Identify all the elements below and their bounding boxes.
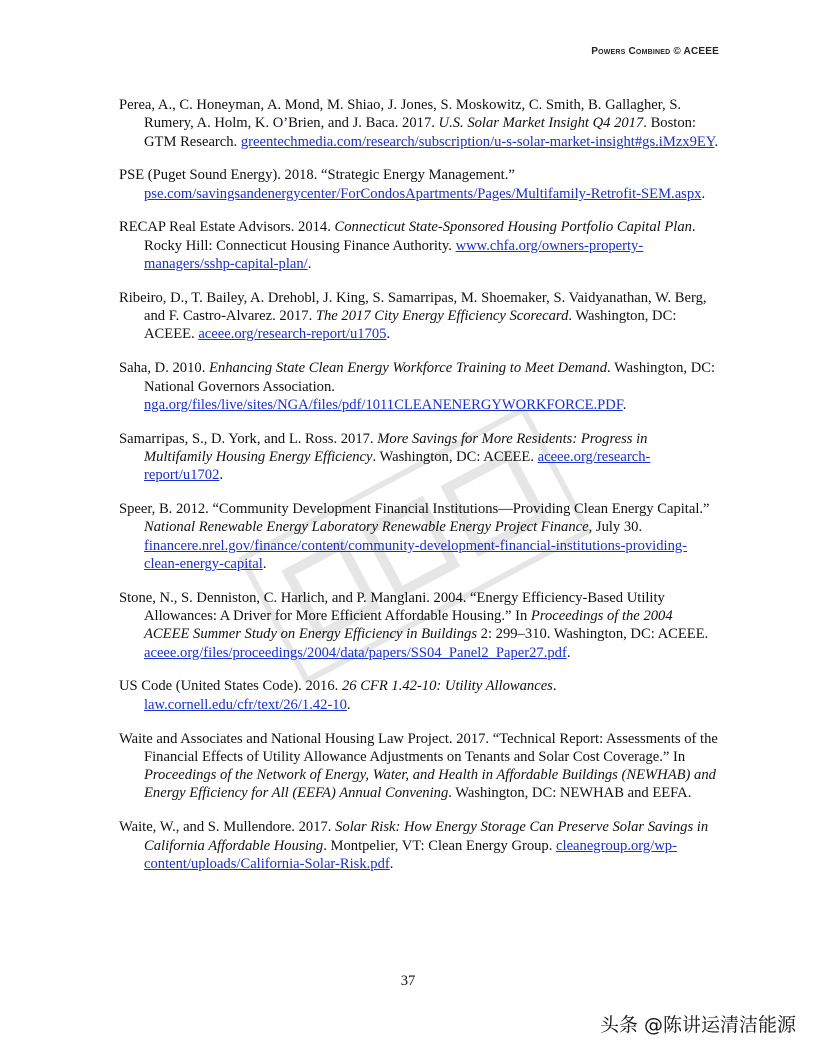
reference-entry: Waite and Associates and National Housing Law Project. 2017. “Technical Report: Assessments of the Financial Effects of Utility Allowance Adjustments on Tenants and Solar Cost Coverage.” In Proceedings of the Network of Energy, Water, and Health in Affordable Buildings (NEWHAB) and Energy Efficiency for All (EEFA) Annual Convening. Washington, DC: NEWHAB and EEFA. <box>119 730 718 802</box>
reference-entry: Perea, A., C. Honeyman, A. Mond, M. Shiao, J. Jones, S. Moskowitz, C. Smith, B. Gallagher, S. Rumery, A. Holm, K. O’Brien, and J. Baca. 2017. U.S. Solar Market Insight Q4 2017. Boston: GTM Research. greentechmedia.com/research/subscription/u-s-solar-market-insight#gs.iMzx9EY. <box>119 97 719 150</box>
reference-entry: US Code (United States Code). 2016. 26 CFR 1.42-10: Utility Allowances. law.cornell.edu/cfr/text/26/1.42-10. <box>119 678 557 713</box>
running-header: Powers Combined © ACEEE <box>591 46 719 57</box>
reference-entry: PSE (Puget Sound Energy). 2018. “Strategic Energy Management.” pse.com/savingsandenergycenter/ForCondosApartments/Pages/Multifamily-Retrofit-SEM.aspx. <box>119 167 706 202</box>
reference-entry: Samarripas, S., D. York, and L. Ross. 2017. More Savings for More Residents: Progress in Multifamily Housing Energy Efficiency. Washington, DC: ACEEE. aceee.org/research-report/u1702. <box>119 430 651 484</box>
reference-entry: Stone, N., S. Denniston, C. Harlich, and P. Manglani. 2004. “Energy Efficiency-Based Utility Allowances: A Driver for More Efficient Affordable Housing.” In Proceedings of the 2004 ACEEE Summer Study on Energy Efficiency in Buildings 2: 299–310. Washington, DC: ACEEE. aceee.org/files/proceedings/2004/data/papers/SS04_Panel2_Paper27.pdf. <box>119 589 709 661</box>
reference-link[interactable]: aceee.org/files/proceedings/2004/data/papers/SS04_Panel2_Paper27.pdf <box>144 644 567 661</box>
reference-entry: Speer, B. 2012. “Community Development Financial Institutions—Providing Clean Energy Capital.” National Renewable Energy Laboratory Renewable Energy Project Finance, July 30. financere.nrel.gov/finance/content/community-development-financial-institutions-providing-clean-energy-capital. <box>119 501 710 572</box>
reference-entry: Ribeiro, D., T. Bailey, A. Drehobl, J. King, S. Samarripas, M. Shoemaker, S. Vaidyanathan, W. Berg, and F. Castro-Alvarez. 2017. The 2017 City Energy Efficiency Scorecard. Washington, DC: ACEEE. aceee.org/research-report/u1705. <box>119 289 707 343</box>
reference-link[interactable]: greentechmedia.com/research/subscription/u-s-solar-market-insight#gs.iMzx9EY <box>240 133 715 150</box>
reference-list <box>119 96 719 889</box>
reference-link[interactable]: aceee.org/research-report/u1705 <box>198 326 387 343</box>
reference-entry: RECAP Real Estate Advisors. 2014. Connecticut State-Sponsored Housing Portfolio Capital Plan. Rocky Hill: Connecticut Housing Finance Authority. www.chfa.org/owners-property-managers/sshp-capital-plan/. <box>119 219 696 273</box>
reference-link[interactable]: financere.nrel.gov/finance/content/community-development-financial-institutions-providing-clean-energy-capital <box>144 537 688 572</box>
watermark-text: 头条 @陈讲运清洁能源 <box>600 1014 797 1036</box>
reference-link[interactable]: cleanegroup.org/wp-content/uploads/California-Solar-Risk.pdf <box>144 837 677 872</box>
reference-entry: Saha, D. 2010. Enhancing State Clean Energy Workforce Training to Meet Demand. Washington, DC: National Governors Association. nga.org/files/live/sites/NGA/files/pdf/1011CLEANENERGYWORKFORCE.PDF. <box>119 360 716 413</box>
page-number: 37 <box>400 973 416 989</box>
reference-link[interactable]: law.cornell.edu/cfr/text/26/1.42-10 <box>144 696 347 713</box>
reference-link[interactable]: aceee.org/research-report/u1702 <box>144 448 651 484</box>
reference-entry: Waite, W., and S. Mullendore. 2017. Solar Risk: How Energy Storage Can Preserve Solar Savings in California Affordable Housing. Montpelier, VT: Clean Energy Group. cleanegroup.org/wp-content/uploads/California-Solar-Risk.pdf. <box>119 819 709 872</box>
reference-link[interactable]: pse.com/savingsandenergycenter/ForCondosApartments/Pages/Multifamily-Retrofit-SEM.aspx <box>144 185 702 202</box>
reference-link[interactable]: www.chfa.org/owners-property-managers/sshp-capital-plan/ <box>144 237 644 273</box>
reference-link[interactable]: nga.org/files/live/sites/NGA/files/pdf/1011CLEANENERGYWORKFORCE.PDF <box>144 396 623 413</box>
